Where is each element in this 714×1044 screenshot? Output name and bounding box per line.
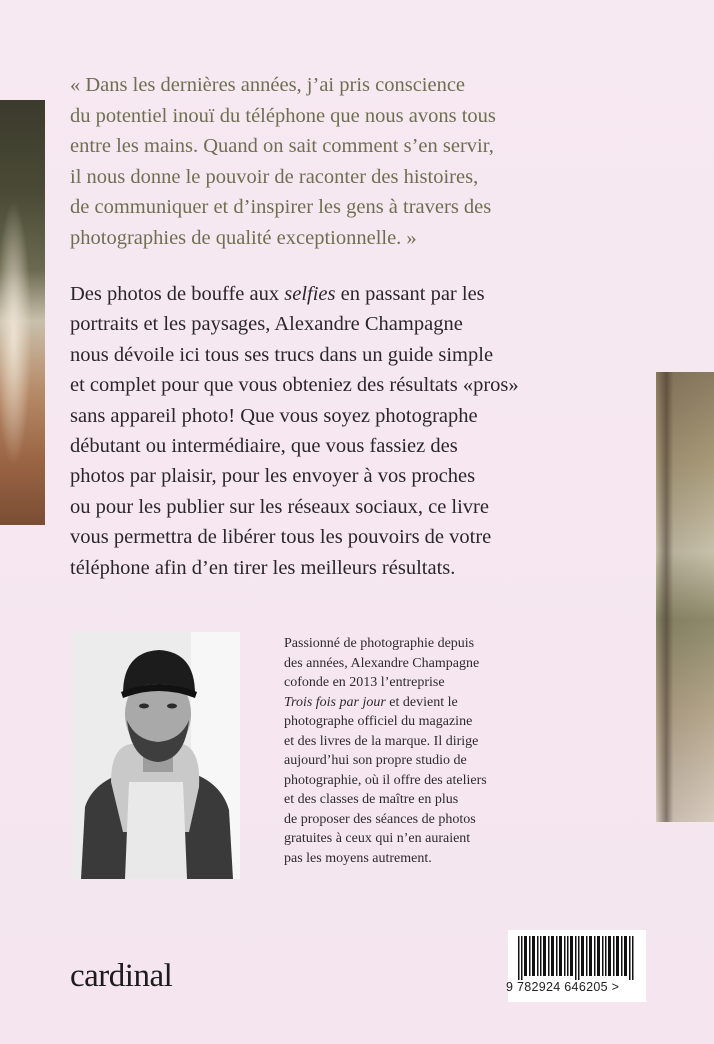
bio-line: pas les moyens autrement. — [284, 850, 432, 866]
isbn-digits: 9 782924 646205 > — [506, 980, 620, 994]
quote-line: entre les mains. Quand on sait comment s’en servir, — [70, 135, 494, 157]
publisher-logo: cardinal — [70, 958, 173, 994]
barcode-bars-icon — [518, 936, 636, 980]
quote-line: du potentiel inouï du téléphone que nous avons tous — [70, 104, 496, 127]
description-line: vous permettra de libérer tous les pouvoirs de votre — [70, 526, 492, 549]
description-line: téléphone afin d’en tirer les meilleurs résultats. — [70, 556, 456, 579]
bio-line: des années, Alexandre Champagne — [284, 655, 480, 671]
author-bio — [284, 634, 554, 868]
description-line: et complet pour que vous obteniez des résultats «pros» — [70, 374, 519, 397]
description-line: sans appareil photo! Que vous soyez photographe — [70, 404, 478, 427]
bio-line: Trois fois par jour et devient le — [284, 694, 458, 710]
bio-line: photographie, où il offre des ateliers — [284, 772, 487, 788]
description-line: Des photos de bouffe aux selfies en passant par les — [70, 283, 485, 305]
quote-line: « Dans les dernières années, j’ai pris conscience — [70, 74, 466, 96]
bio-line: de proposer des séances de photos — [284, 811, 476, 827]
description-line: nous dévoile ici tous ses trucs dans un guide simple — [70, 343, 494, 366]
book-description — [70, 279, 650, 583]
description-line: débutant ou intermédiaire, que vous fassiez des — [70, 435, 458, 458]
right-photo-strip — [656, 372, 714, 822]
bio-line: gratuites à ceux qui n’en auraient — [284, 831, 471, 846]
author-quote — [70, 70, 630, 253]
bio-line: et des livres de la marque. Il dirige — [284, 733, 479, 749]
bio-line: cofonde en 2013 l’entreprise — [284, 675, 445, 690]
quote-line: il nous donne le pouvoir de raconter des histoires, — [70, 165, 479, 188]
bio-line: photographe officiel du magazine — [284, 714, 473, 729]
quote-line: de communiquer et d’inspirer les gens à travers des — [70, 196, 492, 218]
description-line: photos par plaisir, pour les envoyer à vos proches — [70, 465, 476, 488]
description-line: portraits et les paysages, Alexandre Champagne — [70, 313, 463, 336]
author-portrait — [71, 632, 240, 879]
company-name: Trois fois par jour — [284, 694, 386, 710]
bio-line: Passionné de photographie depuis — [284, 636, 475, 651]
left-photo-strip — [0, 100, 45, 525]
quote-line: photographies de qualité exceptionnelle. » — [70, 226, 417, 249]
bio-line: aujourd’hui son propre studio de — [284, 753, 467, 768]
selfies-emphasis: selfies — [284, 283, 336, 305]
description-line: ou pour les publier sur les réseaux sociaux, ce livre — [70, 495, 489, 518]
bio-line: et des classes de maître en plus — [284, 792, 459, 807]
